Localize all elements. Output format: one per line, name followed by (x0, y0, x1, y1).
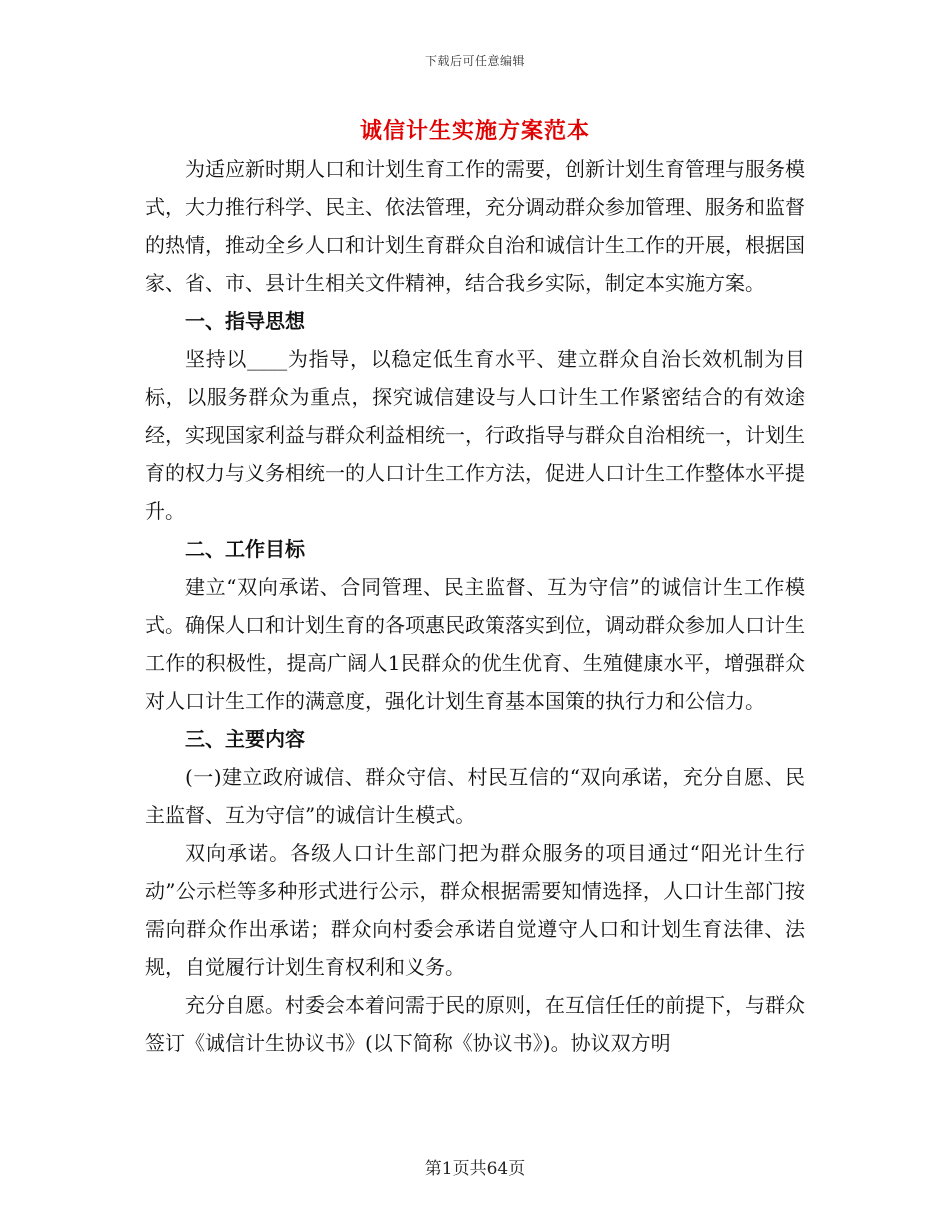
document-title: 诚信计生实施方案范本 (359, 118, 590, 144)
header-note: 下载后可任意编辑 (424, 54, 525, 68)
section-heading-guiding-ideology: 一、指导思想 (185, 309, 305, 333)
document-body (145, 150, 805, 1062)
intro-paragraph: 为适应新时期人口和计划生育工作的需要，创新计划生育管理与服务模式，大力推行科学、民主、依法管理，充分调动群众参加管理、服务和监督的热情，推动全乡人口和计划生育群众自治和诚信计生工作的开展，根据国家、省、市、县计生相关文件精神，结合我乡实际，制定本实施方案。 (145, 157, 805, 295)
section-paragraph: 充分自愿。村委会本着问需于民的原则，在互信任任的前提下，与群众签订《诚信计生协议书》(以下简称《协议书》)。协议双方明 (145, 993, 805, 1055)
section-paragraph: 坚持以____为指导，以稳定低生育水平、建立群众自治长效机制为目标，以服务群众为重点，探究诚信建设与人口计生工作紧密结合的有效途经，实现国家利益与群众利益相统一，行政指导与群众自治相统一，计划生育的权力与义务相统一的人口计生工作方法，促进人口计生工作整体水平提升。 (145, 347, 805, 523)
page-footer: 第1页共64页 (424, 1159, 526, 1179)
section-paragraph: 建立“双向承诺、合同管理、民主监督、互为守信”的诚信计生工作模式。确保人口和计划生育的各项惠民政策落实到位，调动群众参加人口计生工作的积极性，提高广阔人1民群众的优生优育、生殖健康水平，增强群众对人口计生工作的满意度，强化计划生育基本国策的执行力和公信力。 (145, 575, 805, 713)
section-heading-main-content: 三、主要内容 (185, 727, 305, 751)
section-paragraph: (一)建立政府诚信、群众守信、村民互信的“双向承诺，充分自愿、民主监督、互为守信”的诚信计生模式。 (145, 765, 805, 827)
section-paragraph: 双向承诺。各级人口计生部门把为群众服务的项目通过“阳光计生行动”公示栏等多种形式进行公示，群众根据需要知情选择，人口计生部门按需向群众作出承诺；群众向村委会承诺自觉遵守人口和计划生育法律、法规，自觉履行计划生育权利和义务。 (145, 841, 805, 979)
section-heading-work-goals: 二、工作目标 (185, 537, 305, 561)
